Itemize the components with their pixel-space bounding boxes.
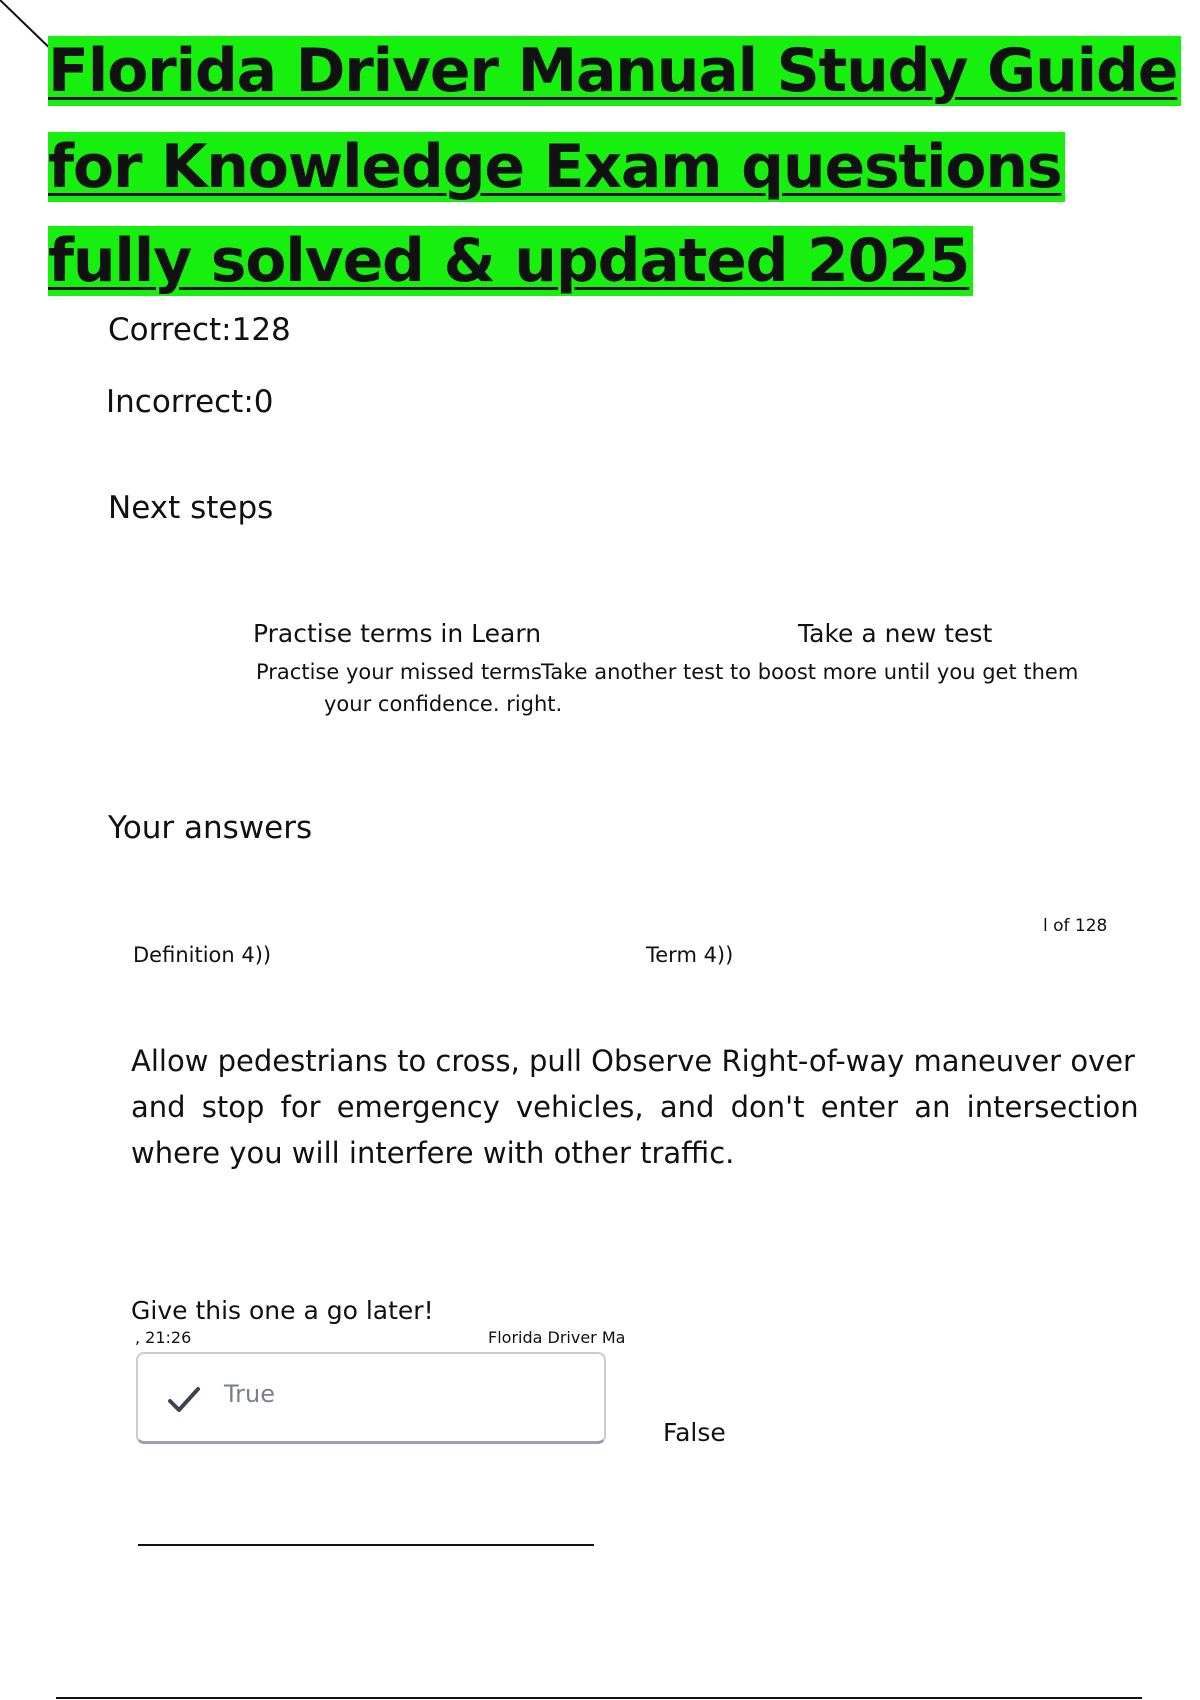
option-false[interactable]: False: [663, 1418, 726, 1447]
correct-count: Correct:128: [108, 312, 291, 348]
source-fragment: Florida Driver Ma: [488, 1328, 626, 1347]
try-later-prompt: Give this one a go later!: [131, 1296, 434, 1325]
title-line-2: for Knowledge Exam questions: [48, 122, 1065, 212]
question-counter: l of 128: [1043, 916, 1108, 936]
option-true-label: True: [224, 1380, 275, 1408]
new-test-desc: Take another test to boost more until you get them: [541, 660, 1079, 684]
your-answers-heading: Your answers: [108, 810, 313, 846]
option-true-card[interactable]: [136, 1352, 606, 1444]
title-line-1: Florida Driver Manual Study Guide: [48, 26, 1181, 116]
timestamp: , 21:26: [135, 1328, 192, 1347]
definition-label: Definition 4)): [133, 943, 272, 967]
check-icon: [166, 1382, 202, 1418]
page-bottom-rule: [56, 1697, 1142, 1699]
practise-learn-desc-1: Practise your missed terms: [256, 660, 542, 684]
question-text-line-2: and stop for emergency vehicles, and don't enter an intersection: [131, 1090, 1139, 1124]
incorrect-count: Incorrect:0: [106, 384, 274, 420]
title-line-3: fully solved & updated 2025: [48, 216, 973, 306]
new-test-link[interactable]: Take a new test: [798, 619, 993, 648]
practise-learn-link[interactable]: Practise terms in Learn: [253, 619, 542, 648]
next-steps-heading: Next steps: [108, 490, 274, 526]
question-text-line-3: where you will interfere with other traffic.: [131, 1136, 735, 1170]
practise-learn-desc-2: your confidence. right.: [324, 692, 563, 716]
answer-underline: [138, 1544, 594, 1546]
question-text-line-1: Allow pedestrians to cross, pull Observe Right-of-way maneuver over: [131, 1044, 1135, 1078]
term-label: Term 4)): [646, 943, 734, 967]
